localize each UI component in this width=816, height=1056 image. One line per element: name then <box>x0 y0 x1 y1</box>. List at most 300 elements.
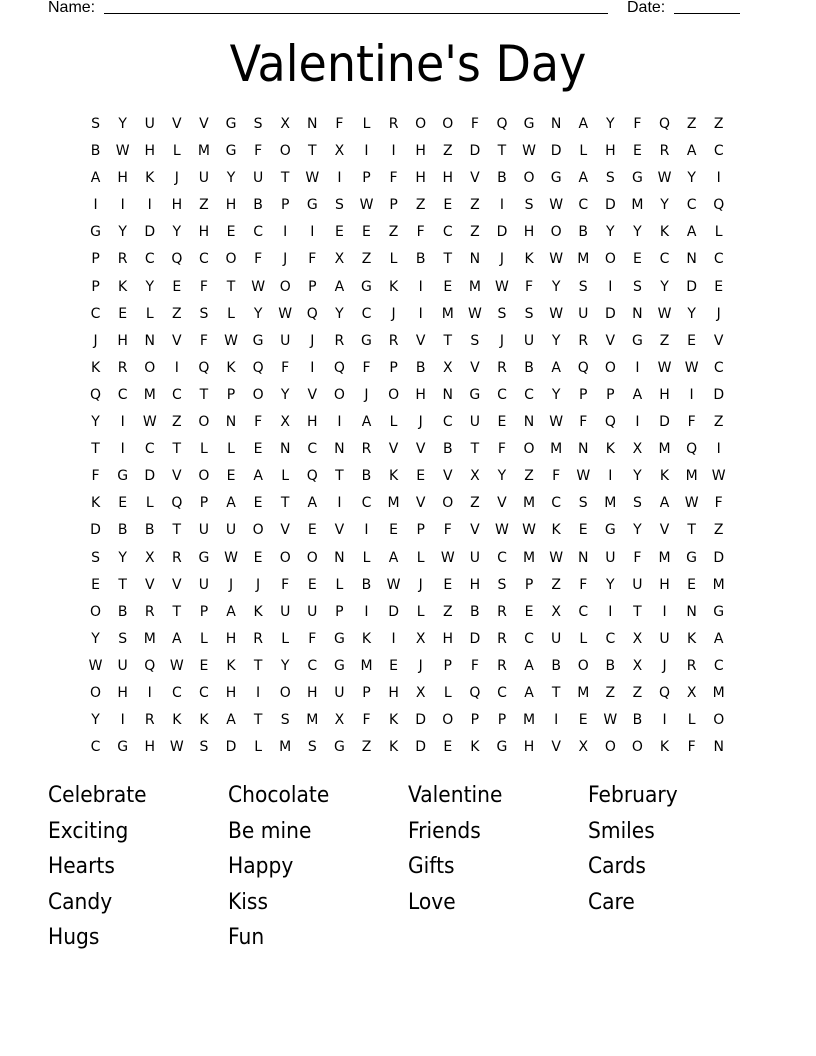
grid-cell[interactable]: Q <box>659 684 671 701</box>
grid-cell[interactable]: F <box>254 251 263 268</box>
grid-cell[interactable]: P <box>443 657 452 674</box>
grid-cell[interactable]: O <box>279 684 291 701</box>
grid-cell[interactable]: W <box>278 305 293 322</box>
grid-cell[interactable]: H <box>659 576 670 593</box>
grid-cell[interactable]: W <box>522 522 536 539</box>
grid-cell[interactable]: H <box>144 143 155 160</box>
grid-cell[interactable]: U <box>523 332 535 349</box>
grid-cell[interactable]: L <box>254 739 263 756</box>
grid-cell[interactable]: F <box>91 468 100 485</box>
grid-cell[interactable]: F <box>199 278 208 295</box>
grid-cell[interactable]: L <box>227 441 235 458</box>
grid-cell[interactable]: U <box>280 332 291 349</box>
grid-cell[interactable]: N <box>686 603 697 620</box>
grid-cell[interactable]: O <box>442 712 454 729</box>
grid-cell[interactable]: A <box>686 224 697 241</box>
grid-cell[interactable]: C <box>524 630 534 647</box>
grid-cell[interactable]: E <box>389 657 398 674</box>
grid-cell[interactable]: V <box>497 495 507 512</box>
grid-cell[interactable]: W <box>169 657 184 674</box>
grid-cell[interactable]: U <box>307 603 318 620</box>
grid-cell[interactable]: O <box>550 224 562 241</box>
grid-cell[interactable]: L <box>416 549 425 566</box>
grid-cell[interactable]: O <box>279 278 291 295</box>
grid-cell[interactable]: K <box>388 468 399 485</box>
grid-cell[interactable]: K <box>388 278 399 295</box>
grid-cell[interactable]: Z <box>713 414 724 431</box>
grid-cell[interactable]: X <box>578 739 589 756</box>
grid-cell[interactable]: K <box>524 251 534 268</box>
grid-cell[interactable]: D <box>659 414 670 431</box>
grid-cell[interactable]: N <box>632 305 643 322</box>
grid-cell[interactable]: D <box>144 468 156 485</box>
grid-cell[interactable]: P <box>91 278 100 295</box>
grid-cell[interactable]: Z <box>632 684 643 701</box>
grid-cell[interactable]: W <box>467 305 482 322</box>
grid-cell[interactable]: X <box>632 630 643 647</box>
grid-cell[interactable]: S <box>497 305 507 322</box>
grid-cell[interactable]: H <box>388 684 399 701</box>
grid-cell[interactable]: Y <box>280 657 290 674</box>
grid-cell[interactable]: N <box>225 414 237 431</box>
grid-cell[interactable]: S <box>253 116 263 132</box>
grid-cell[interactable]: I <box>337 495 342 512</box>
grid-cell[interactable]: S <box>578 278 588 295</box>
grid-cell[interactable]: E <box>91 576 100 593</box>
grid-cell[interactable]: N <box>279 441 291 458</box>
grid-cell[interactable]: X <box>144 549 155 566</box>
grid-cell[interactable]: U <box>280 603 291 620</box>
grid-cell[interactable]: B <box>415 359 426 376</box>
grid-cell[interactable]: Y <box>660 197 669 214</box>
grid-cell[interactable]: Q <box>496 116 508 132</box>
grid-cell[interactable]: Y <box>551 386 561 403</box>
grid-cell[interactable]: G <box>604 522 616 539</box>
grid-cell[interactable]: N <box>469 251 481 268</box>
grid-cell[interactable]: I <box>120 712 125 729</box>
grid-cell[interactable]: H <box>117 684 128 701</box>
grid-cell[interactable]: L <box>281 630 290 647</box>
grid-cell[interactable]: O <box>252 522 264 539</box>
grid-cell[interactable]: C <box>497 386 507 403</box>
grid-cell[interactable]: D <box>144 224 156 241</box>
grid-cell[interactable]: C <box>713 657 724 674</box>
grid-cell[interactable]: E <box>307 522 317 539</box>
grid-cell[interactable]: E <box>307 576 317 593</box>
grid-cell[interactable]: Q <box>171 495 183 512</box>
grid-cell[interactable]: H <box>523 739 535 756</box>
grid-cell[interactable]: H <box>307 684 318 701</box>
grid-cell[interactable]: N <box>550 116 562 132</box>
grid-cell[interactable]: M <box>523 549 536 566</box>
grid-cell[interactable]: M <box>631 197 644 214</box>
grid-cell[interactable]: C <box>144 251 155 268</box>
grid-cell[interactable]: G <box>333 630 345 647</box>
grid-cell[interactable]: R <box>497 359 507 376</box>
grid-cell[interactable]: F <box>687 739 696 756</box>
grid-cell[interactable]: Z <box>199 197 209 214</box>
grid-cell[interactable]: X <box>334 712 345 729</box>
grid-cell[interactable]: O <box>713 712 725 729</box>
grid-cell[interactable]: C <box>171 386 182 403</box>
grid-cell[interactable]: K <box>226 359 236 376</box>
grid-cell[interactable]: O <box>198 468 210 485</box>
grid-cell[interactable]: C <box>442 224 453 241</box>
grid-cell[interactable]: H <box>225 684 237 701</box>
grid-cell[interactable]: O <box>333 386 345 403</box>
grid-cell[interactable]: M <box>658 441 671 458</box>
grid-cell[interactable]: A <box>524 684 534 701</box>
grid-cell[interactable]: Z <box>470 197 480 214</box>
grid-cell[interactable]: Z <box>551 576 561 593</box>
grid-cell[interactable]: M <box>143 630 156 647</box>
grid-cell[interactable]: H <box>198 224 210 241</box>
grid-cell[interactable]: I <box>174 359 179 376</box>
grid-cell[interactable]: J <box>228 576 234 593</box>
grid-cell[interactable]: P <box>199 603 209 620</box>
grid-cell[interactable]: R <box>144 712 155 729</box>
grid-cell[interactable]: P <box>389 197 398 214</box>
grid-cell[interactable]: H <box>171 197 183 214</box>
grid-cell[interactable]: Z <box>361 739 372 756</box>
grid-cell[interactable]: I <box>147 684 152 701</box>
grid-cell[interactable]: W <box>576 468 591 485</box>
grid-cell[interactable]: I <box>716 170 721 187</box>
grid-cell[interactable]: V <box>470 522 480 539</box>
grid-cell[interactable]: P <box>470 712 480 729</box>
grid-cell[interactable]: X <box>442 359 453 376</box>
grid-cell[interactable]: N <box>144 332 155 349</box>
grid-cell[interactable]: Z <box>605 684 616 701</box>
grid-cell[interactable]: F <box>254 143 263 160</box>
grid-cell[interactable]: O <box>306 549 318 566</box>
grid-cell[interactable]: I <box>364 522 369 539</box>
grid-cell[interactable]: R <box>659 143 670 160</box>
grid-cell[interactable]: E <box>687 576 697 593</box>
grid-cell[interactable]: H <box>307 414 318 431</box>
grid-cell[interactable]: F <box>254 414 263 431</box>
grid-cell[interactable]: S <box>199 739 209 756</box>
grid-cell[interactable]: K <box>253 603 263 620</box>
grid-cell[interactable]: G <box>361 278 372 295</box>
grid-cell[interactable]: Z <box>470 495 480 512</box>
grid-cell[interactable]: T <box>226 278 236 295</box>
grid-cell[interactable]: J <box>418 576 423 593</box>
grid-cell[interactable]: C <box>578 603 589 620</box>
grid-cell[interactable]: G <box>90 224 101 241</box>
grid-cell[interactable]: B <box>117 522 128 539</box>
grid-cell[interactable]: C <box>90 739 101 756</box>
grid-cell[interactable]: C <box>578 197 589 214</box>
grid-cell[interactable]: G <box>523 116 535 132</box>
grid-cell[interactable]: U <box>334 684 345 701</box>
grid-cell[interactable]: O <box>198 414 210 431</box>
grid-cell[interactable]: H <box>225 197 237 214</box>
grid-cell[interactable]: G <box>198 549 210 566</box>
grid-cell[interactable]: E <box>632 143 642 160</box>
grid-cell[interactable]: O <box>252 386 264 403</box>
grid-cell[interactable]: R <box>171 549 182 566</box>
grid-cell[interactable]: O <box>604 251 616 268</box>
grid-cell[interactable]: I <box>635 414 640 431</box>
grid-cell[interactable]: S <box>497 576 507 593</box>
grid-cell[interactable]: E <box>443 197 453 214</box>
grid-cell[interactable]: W <box>440 549 455 566</box>
grid-cell[interactable]: X <box>632 441 643 458</box>
grid-cell[interactable]: W <box>522 143 536 160</box>
grid-cell[interactable]: T <box>172 441 182 458</box>
grid-cell[interactable]: Z <box>470 224 480 241</box>
grid-cell[interactable]: C <box>713 359 724 376</box>
grid-cell[interactable]: L <box>145 495 154 512</box>
grid-cell[interactable]: Z <box>388 224 399 241</box>
grid-cell[interactable]: L <box>227 305 235 322</box>
grid-cell[interactable]: V <box>415 332 426 349</box>
grid-cell[interactable]: R <box>253 630 263 647</box>
grid-cell[interactable]: W <box>657 305 672 322</box>
grid-cell[interactable]: I <box>608 468 613 485</box>
grid-cell[interactable]: V <box>442 468 453 485</box>
grid-cell[interactable]: U <box>198 522 210 539</box>
grid-cell[interactable]: I <box>662 603 667 620</box>
grid-cell[interactable]: E <box>497 414 507 431</box>
grid-cell[interactable]: M <box>197 143 210 160</box>
grid-cell[interactable]: V <box>551 739 561 756</box>
grid-cell[interactable]: D <box>686 278 697 295</box>
grid-cell[interactable]: B <box>415 251 426 268</box>
grid-cell[interactable]: P <box>497 712 507 729</box>
grid-cell[interactable]: W <box>495 522 509 539</box>
grid-cell[interactable]: I <box>337 414 342 431</box>
grid-cell[interactable]: F <box>470 116 479 132</box>
grid-cell[interactable]: L <box>416 603 425 620</box>
grid-cell[interactable]: W <box>549 549 564 566</box>
grid-cell[interactable]: T <box>633 603 642 620</box>
grid-cell[interactable]: B <box>632 712 643 729</box>
grid-cell[interactable]: J <box>256 576 261 593</box>
grid-cell[interactable]: F <box>389 170 398 187</box>
grid-cell[interactable]: E <box>334 224 344 241</box>
grid-cell[interactable]: X <box>280 116 290 132</box>
grid-cell[interactable]: F <box>714 495 723 512</box>
grid-cell[interactable]: S <box>524 197 534 214</box>
grid-cell[interactable]: M <box>604 495 617 512</box>
grid-cell[interactable]: B <box>605 657 616 674</box>
grid-cell[interactable]: H <box>117 332 128 349</box>
grid-cell[interactable]: K <box>659 224 670 241</box>
grid-cell[interactable]: R <box>388 116 399 132</box>
grid-cell[interactable]: M <box>550 441 563 458</box>
grid-cell[interactable]: C <box>171 684 182 701</box>
grid-cell[interactable]: K <box>388 712 399 729</box>
grid-cell[interactable]: I <box>716 441 721 458</box>
grid-cell[interactable]: K <box>551 522 561 539</box>
grid-cell[interactable]: T <box>470 441 480 458</box>
grid-cell[interactable]: E <box>416 468 426 485</box>
grid-cell[interactable]: Q <box>333 359 345 376</box>
grid-cell[interactable]: D <box>550 143 562 160</box>
grid-cell[interactable]: G <box>225 116 237 132</box>
grid-cell[interactable]: N <box>523 414 535 431</box>
grid-cell[interactable]: W <box>657 359 672 376</box>
grid-cell[interactable]: C <box>551 495 562 512</box>
grid-cell[interactable]: P <box>335 603 344 620</box>
grid-cell[interactable]: O <box>415 116 427 132</box>
grid-cell[interactable]: T <box>687 522 696 539</box>
grid-cell[interactable]: D <box>713 549 725 566</box>
grid-cell[interactable]: A <box>686 143 697 160</box>
grid-cell[interactable]: W <box>251 278 266 295</box>
grid-cell[interactable]: I <box>120 441 125 458</box>
grid-cell[interactable]: H <box>415 143 426 160</box>
grid-cell[interactable]: Z <box>524 468 534 485</box>
grid-cell[interactable]: T <box>497 143 507 160</box>
grid-cell[interactable]: J <box>283 251 288 268</box>
grid-cell[interactable]: U <box>469 414 480 431</box>
grid-cell[interactable]: C <box>442 414 453 431</box>
grid-cell[interactable]: I <box>391 630 396 647</box>
grid-cell[interactable]: O <box>604 359 616 376</box>
grid-cell[interactable]: T <box>551 684 561 701</box>
grid-cell[interactable]: X <box>415 630 426 647</box>
grid-cell[interactable]: W <box>359 197 374 214</box>
grid-cell[interactable]: O <box>523 170 535 187</box>
grid-cell[interactable]: H <box>469 576 481 593</box>
grid-cell[interactable]: I <box>120 197 125 214</box>
grid-cell[interactable]: R <box>578 332 589 349</box>
grid-cell[interactable]: S <box>578 495 588 512</box>
grid-cell[interactable]: M <box>577 251 590 268</box>
grid-cell[interactable]: Q <box>577 359 589 376</box>
grid-cell[interactable]: C <box>253 224 263 241</box>
grid-cell[interactable]: P <box>226 386 236 403</box>
grid-cell[interactable]: U <box>198 170 210 187</box>
grid-cell[interactable]: X <box>280 414 290 431</box>
grid-cell[interactable]: X <box>334 251 345 268</box>
grid-cell[interactable]: F <box>416 224 425 241</box>
grid-cell[interactable]: Y <box>606 576 615 593</box>
grid-cell[interactable]: W <box>603 712 618 729</box>
grid-cell[interactable]: D <box>90 522 101 539</box>
grid-cell[interactable]: X <box>415 684 426 701</box>
grid-cell[interactable]: T <box>172 522 182 539</box>
grid-cell[interactable]: I <box>418 305 423 322</box>
grid-cell[interactable]: M <box>658 549 671 566</box>
grid-cell[interactable]: M <box>360 657 373 674</box>
grid-cell[interactable]: T <box>335 468 344 485</box>
grid-cell[interactable]: F <box>281 359 290 376</box>
grid-cell[interactable]: A <box>307 495 318 512</box>
grid-cell[interactable]: N <box>334 441 345 458</box>
grid-cell[interactable]: R <box>388 332 399 349</box>
grid-cell[interactable]: A <box>632 386 643 403</box>
grid-cell[interactable]: R <box>117 359 128 376</box>
grid-cell[interactable]: Z <box>713 522 724 539</box>
grid-cell[interactable]: H <box>442 630 454 647</box>
grid-cell[interactable]: F <box>633 549 642 566</box>
grid-cell[interactable]: F <box>199 332 208 349</box>
grid-cell[interactable]: S <box>280 712 290 729</box>
grid-cell[interactable]: L <box>714 224 723 241</box>
grid-cell[interactable]: S <box>334 197 344 214</box>
grid-cell[interactable]: A <box>713 630 724 647</box>
grid-cell[interactable]: Z <box>172 305 182 322</box>
grid-cell[interactable]: E <box>714 278 724 295</box>
grid-cell[interactable]: A <box>226 603 236 620</box>
grid-cell[interactable]: C <box>686 197 697 214</box>
grid-cell[interactable]: N <box>334 549 345 566</box>
grid-cell[interactable]: K <box>687 630 697 647</box>
grid-cell[interactable]: H <box>523 224 535 241</box>
grid-cell[interactable]: Q <box>90 386 102 403</box>
grid-cell[interactable]: V <box>172 332 182 349</box>
grid-cell[interactable]: M <box>685 468 698 485</box>
grid-cell[interactable]: H <box>225 630 237 647</box>
grid-cell[interactable]: B <box>442 441 453 458</box>
grid-cell[interactable]: Y <box>172 224 182 241</box>
grid-cell[interactable]: D <box>469 630 481 647</box>
grid-cell[interactable]: I <box>608 278 613 295</box>
grid-cell[interactable]: E <box>253 441 263 458</box>
grid-cell[interactable]: Y <box>118 116 127 132</box>
grid-cell[interactable]: V <box>144 576 155 593</box>
grid-cell[interactable]: N <box>686 251 697 268</box>
grid-cell[interactable]: U <box>252 170 264 187</box>
grid-cell[interactable]: O <box>523 441 535 458</box>
grid-cell[interactable]: M <box>468 278 481 295</box>
grid-cell[interactable]: G <box>713 603 725 620</box>
grid-cell[interactable]: R <box>497 657 507 674</box>
grid-cell[interactable]: K <box>605 441 615 458</box>
grid-cell[interactable]: E <box>199 657 209 674</box>
grid-cell[interactable]: Z <box>442 143 453 160</box>
grid-cell[interactable]: A <box>578 116 589 132</box>
grid-cell[interactable]: Y <box>633 468 642 485</box>
grid-cell[interactable]: Q <box>306 305 318 322</box>
grid-cell[interactable]: C <box>117 386 128 403</box>
grid-cell[interactable]: N <box>577 549 589 566</box>
grid-cell[interactable]: Y <box>551 332 561 349</box>
grid-cell[interactable]: I <box>256 684 261 701</box>
grid-cell[interactable]: O <box>442 116 454 132</box>
grid-cell[interactable]: X <box>632 657 643 674</box>
grid-cell[interactable]: E <box>172 278 182 295</box>
grid-cell[interactable]: U <box>198 576 210 593</box>
grid-cell[interactable]: B <box>90 143 101 160</box>
grid-cell[interactable]: A <box>253 468 263 485</box>
grid-cell[interactable]: W <box>88 657 103 674</box>
grid-cell[interactable]: I <box>310 224 315 241</box>
grid-cell[interactable]: V <box>307 386 318 403</box>
grid-cell[interactable]: V <box>280 522 290 539</box>
grid-cell[interactable]: H <box>659 386 670 403</box>
grid-cell[interactable]: B <box>497 170 507 187</box>
grid-cell[interactable]: W <box>549 197 564 214</box>
grid-cell[interactable]: U <box>605 549 616 566</box>
grid-cell[interactable]: O <box>225 251 237 268</box>
grid-cell[interactable]: J <box>391 305 396 322</box>
grid-cell[interactable]: M <box>143 386 156 403</box>
grid-cell[interactable]: I <box>283 224 288 241</box>
grid-cell[interactable]: M <box>712 684 725 701</box>
grid-cell[interactable]: S <box>524 305 534 322</box>
grid-cell[interactable]: G <box>117 468 129 485</box>
grid-cell[interactable]: F <box>579 414 588 431</box>
grid-cell[interactable]: S <box>470 332 480 349</box>
grid-cell[interactable]: V <box>713 332 724 349</box>
grid-cell[interactable]: P <box>199 495 209 512</box>
grid-cell[interactable]: G <box>496 739 508 756</box>
